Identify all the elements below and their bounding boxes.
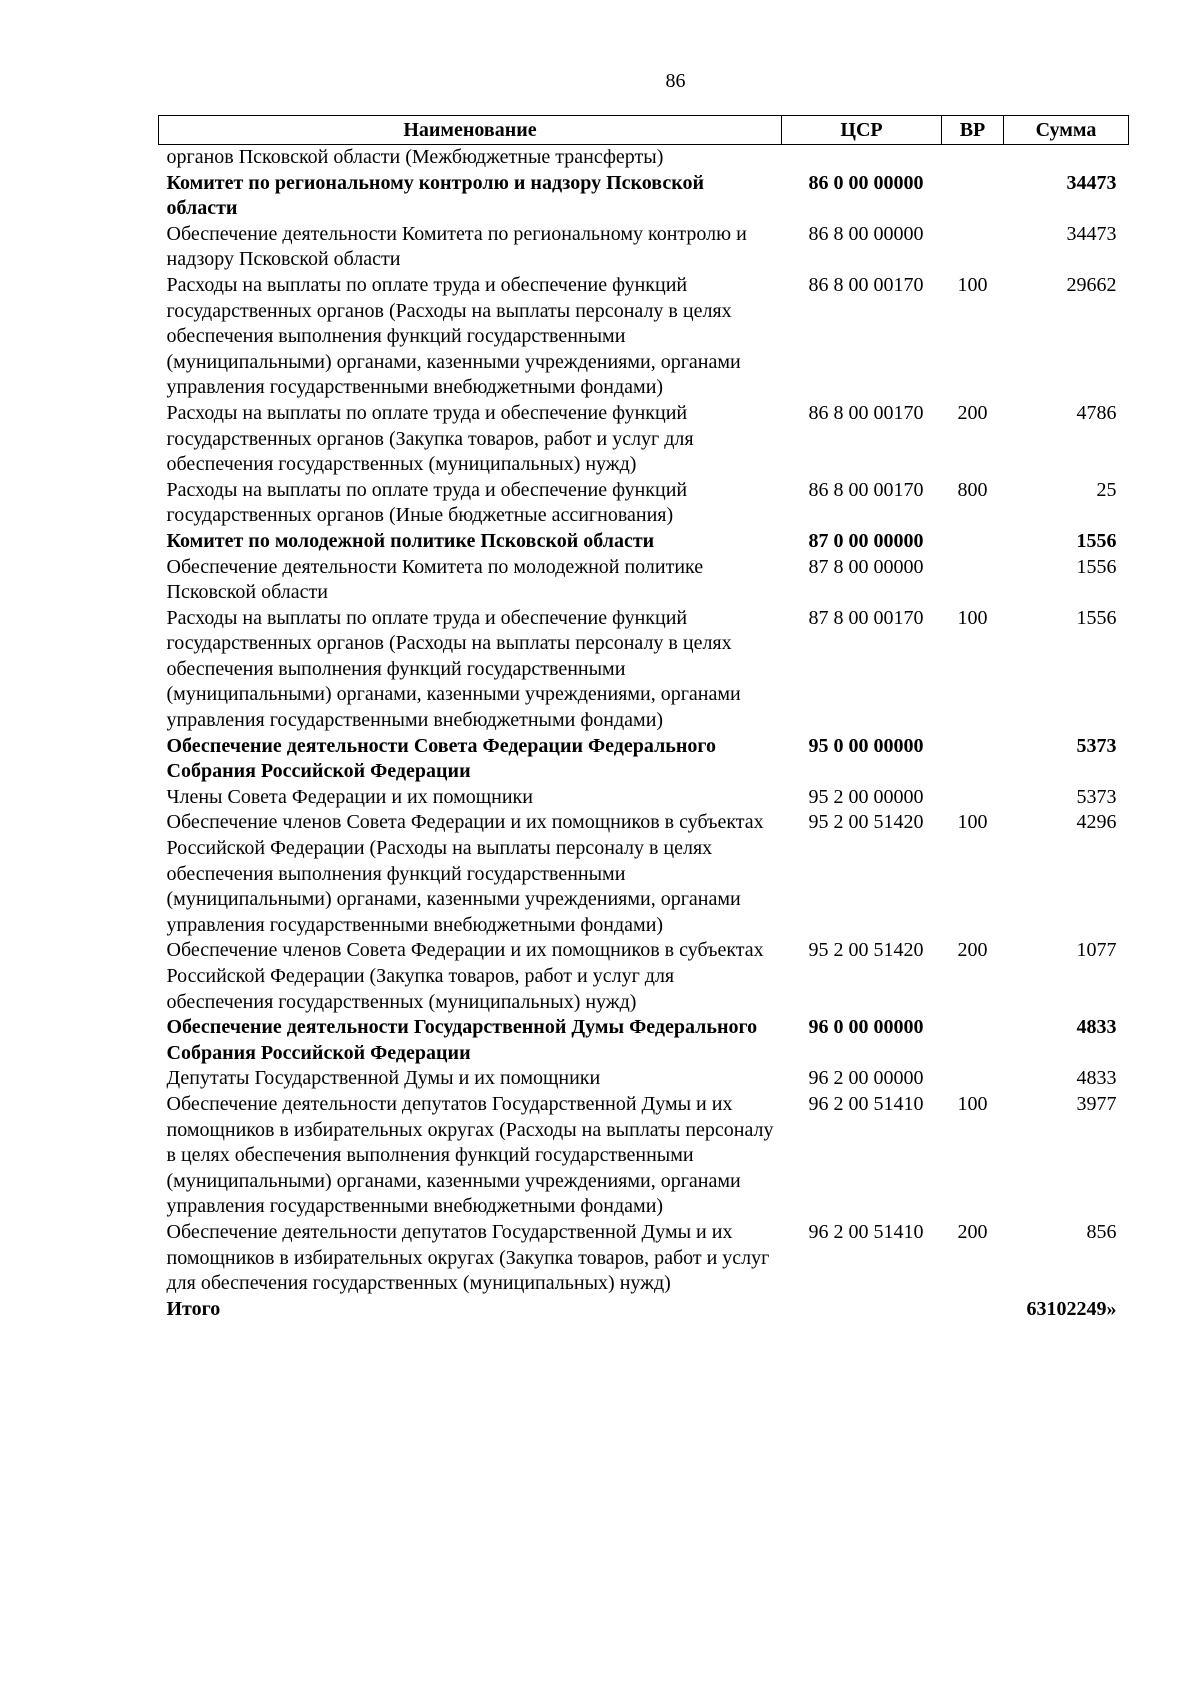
row-csr: 95 0 00 00000: [808, 734, 924, 757]
table-row: [159, 785, 1129, 811]
row-sum: 29662: [1066, 273, 1117, 296]
table-row: [159, 606, 1129, 734]
row-vr: [942, 1015, 1004, 1066]
table-row: [159, 273, 1129, 401]
table-row: [159, 1092, 1129, 1220]
row-sum: 3977: [1076, 1092, 1117, 1115]
table-row: [159, 810, 1129, 938]
total-sum: 63102249»: [1026, 1297, 1117, 1320]
row-csr: 86 8 00 00170: [808, 401, 924, 424]
row-vr: [942, 145, 1004, 171]
row-vr: [942, 1066, 1004, 1092]
row-csr: 96 2 00 51410: [808, 1220, 924, 1243]
row-vr: [942, 529, 1004, 555]
row-name: Обеспечение деятельности Государственной Думы Федерального Собрания Российской Федерации: [166, 1016, 758, 1064]
row-vr: [942, 222, 1004, 273]
row-vr: 800: [957, 478, 988, 501]
row-name: Расходы на выплаты по оплате труда и обеспечение функций государственных органов (Иные бюджетные ассигнования): [166, 478, 688, 527]
row-csr: 96 2 00 51410: [808, 1092, 924, 1115]
budget-table: [158, 115, 1129, 1322]
table-body: [159, 145, 1129, 1323]
row-csr: 96 0 00 00000: [808, 1016, 924, 1039]
row-sum: 5373: [1076, 785, 1117, 808]
table-row: [159, 401, 1129, 478]
row-csr: 95 2 00 51420: [808, 939, 924, 962]
row-sum: 34473: [1066, 222, 1117, 245]
row-sum: 856: [1086, 1220, 1117, 1243]
row-csr: 86 8 00 00170: [808, 478, 924, 501]
table-row: [159, 145, 1129, 171]
row-name: Члены Совета Федерации и их помощники: [166, 785, 533, 808]
row-vr: 100: [957, 1092, 988, 1115]
table-row: [159, 555, 1129, 606]
table-row: [159, 478, 1129, 529]
row-name: органов Псковской области (Межбюджетные трансферты): [166, 146, 664, 168]
row-vr: 100: [957, 811, 988, 834]
row-name: Расходы на выплаты по оплате труда и обеспечение функций государственных органов (Закупка товаров, работ и услуг для обеспечения государственных (муниципальных) нужд): [166, 401, 694, 476]
row-name: Обеспечение деятельности Комитета по региональному контролю и надзору Псковской области: [166, 222, 747, 271]
row-vr: 200: [957, 939, 988, 962]
row-sum: 4296: [1076, 811, 1117, 834]
row-name: Обеспечение деятельности Совета Федерации Федерального Собрания Российской Федерации: [166, 734, 716, 783]
row-csr: 87 8 00 00000: [808, 555, 924, 578]
row-name: Депутаты Государственной Думы и их помощники: [166, 1067, 601, 1090]
row-sum: 34473: [1066, 171, 1117, 194]
row-vr: [942, 734, 1004, 785]
table-row: [159, 1015, 1129, 1066]
row-name: Обеспечение деятельности депутатов Государственной Думы и их помощников в избирательных округах (Расходы на выплаты персоналу в целях обеспечения выполнения функций государственными (муниципальными) органами, казенными учреждениями, органами управления государственными внебюджетными фондами): [166, 1092, 774, 1218]
row-csr: 95 2 00 00000: [808, 785, 924, 808]
row-sum: 1556: [1076, 529, 1117, 552]
table-row: [159, 222, 1129, 273]
row-csr: 86 8 00 00000: [808, 222, 924, 245]
header-sum: Сумма: [1004, 116, 1129, 145]
row-sum: 1077: [1076, 939, 1117, 962]
row-vr: 100: [957, 273, 988, 296]
row-sum: [1004, 145, 1129, 171]
row-vr: [942, 785, 1004, 811]
row-name: Обеспечение деятельности депутатов Государственной Думы и их помощников в избирательных округах (Закупка товаров, работ и услуг для обеспечения государственных (муниципальных) нужд): [166, 1220, 770, 1295]
table-row: [159, 171, 1129, 222]
row-csr: 86 8 00 00170: [808, 273, 924, 296]
row-name: Комитет по молодежной политике Псковской области: [166, 529, 655, 552]
header-name: Наименование: [159, 116, 782, 145]
header-csr: ЦСР: [782, 116, 942, 145]
row-sum: 1556: [1076, 555, 1117, 578]
row-sum: 5373: [1076, 734, 1117, 757]
table-header: [159, 116, 1129, 145]
table-row: [159, 1066, 1129, 1092]
row-vr: [942, 171, 1004, 222]
total-label: Итого: [166, 1297, 221, 1320]
row-sum: 4833: [1076, 1016, 1117, 1039]
table-row: [159, 1220, 1129, 1297]
row-vr: 100: [957, 606, 988, 629]
page-number: 86: [665, 70, 686, 92]
header-row: [159, 116, 1129, 145]
row-csr: 95 2 00 51420: [808, 811, 924, 834]
row-sum: 4786: [1076, 401, 1117, 424]
total-row: [159, 1297, 1129, 1323]
total-csr: [782, 1297, 942, 1323]
row-csr: [782, 145, 942, 171]
row-sum: 1556: [1076, 606, 1117, 629]
row-sum: 4833: [1076, 1067, 1117, 1090]
row-csr: 87 0 00 00000: [808, 529, 924, 552]
row-name: Обеспечение членов Совета Федерации и их помощников в субъектах Российской Федерации (Закупка товаров, работ и услуг для обеспечения государственных (муниципальных) нужд): [166, 939, 764, 1013]
row-name: Обеспечение членов Совета Федерации и их помощников в субъектах Российской Федерации (Расходы на выплаты персоналу в целях обеспечения выполнения функций государственными (муниципальными) органами, казенными учреждениями, органами управления государственными внебюджетными фондами): [166, 811, 764, 936]
row-name: Расходы на выплаты по оплате труда и обеспечение функций государственных органов (Расходы на выплаты персоналу в целях обеспечения выполнения функций государственными (муниципальными) органами, казенными учреждениями, органами управления государственными внебюджетными фондами): [166, 606, 741, 732]
row-vr: 200: [957, 401, 988, 424]
table-row: [159, 938, 1129, 1015]
row-csr: 86 0 00 00000: [808, 171, 924, 194]
row-vr: [942, 555, 1004, 606]
header-vr: ВР: [942, 116, 1004, 145]
row-name: Комитет по региональному контролю и надзору Псковской области: [166, 171, 704, 220]
row-name: Обеспечение деятельности Комитета по молодежной политике Псковской области: [166, 555, 704, 604]
row-vr: 200: [957, 1220, 988, 1243]
row-sum: 25: [1096, 478, 1117, 501]
row-csr: 96 2 00 00000: [808, 1067, 924, 1090]
table-row: [159, 734, 1129, 785]
row-name: Расходы на выплаты по оплате труда и обеспечение функций государственных органов (Расходы на выплаты персоналу в целях обеспечения выполнения функций государственными (муниципальными) органами, казенными учреждениями, органами управления государственными внебюджетными фондами): [166, 273, 741, 399]
table-row: [159, 529, 1129, 555]
total-vr: [942, 1297, 1004, 1323]
row-csr: 87 8 00 00170: [808, 606, 924, 629]
